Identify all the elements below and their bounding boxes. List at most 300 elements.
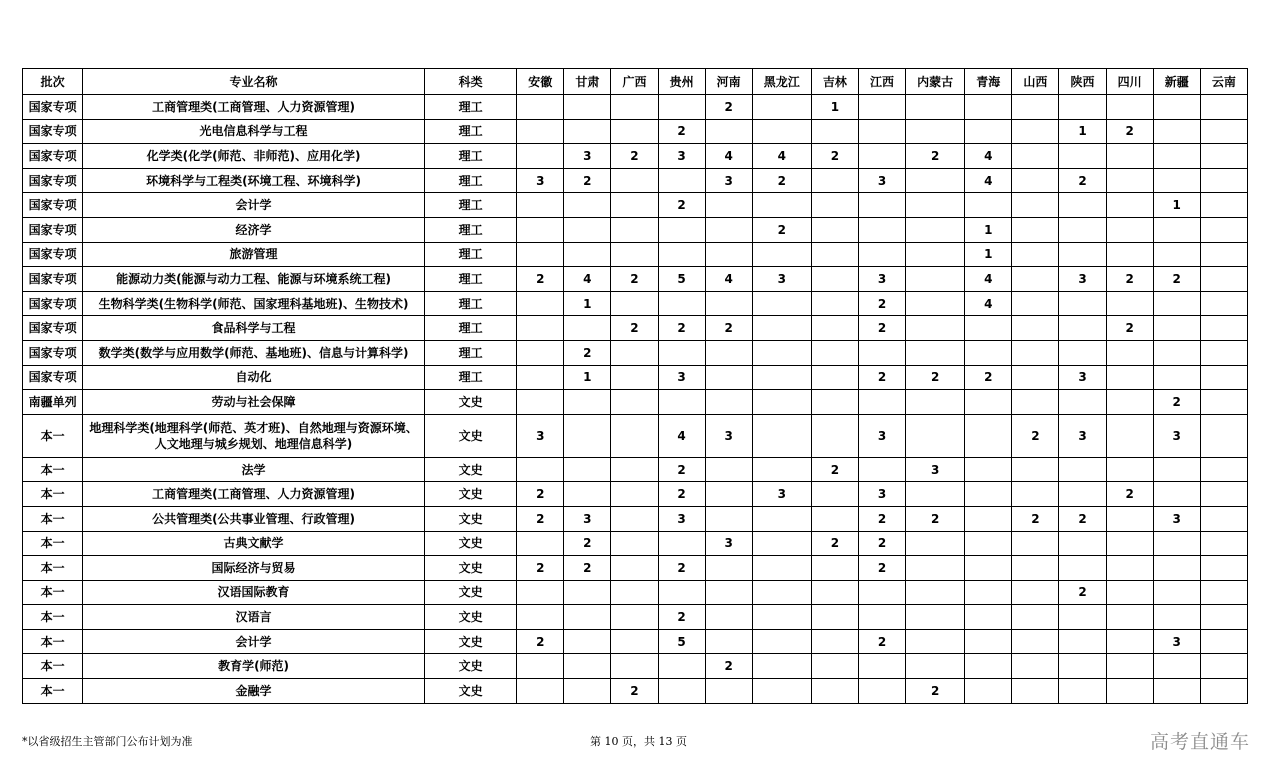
quota-cell <box>965 457 1012 482</box>
quota-cell <box>1153 316 1200 341</box>
column-header: 新疆 <box>1153 69 1200 95</box>
quota-cell: 2 <box>658 457 705 482</box>
quota-cell <box>1200 556 1247 581</box>
category-cell: 理工 <box>424 168 516 193</box>
quota-cell <box>611 629 658 654</box>
quota-cell <box>752 242 811 267</box>
quota-cell: 4 <box>564 267 611 292</box>
column-header: 科类 <box>424 69 516 95</box>
quota-cell: 4 <box>752 144 811 169</box>
major-name-cell: 经济学 <box>83 217 425 242</box>
quota-cell <box>906 482 965 507</box>
quota-cell <box>658 95 705 120</box>
quota-cell <box>1153 482 1200 507</box>
quota-cell <box>965 95 1012 120</box>
quota-cell <box>752 605 811 630</box>
quota-cell <box>1012 168 1059 193</box>
quota-cell <box>1106 506 1153 531</box>
quota-cell <box>1059 242 1106 267</box>
quota-cell: 3 <box>858 414 905 457</box>
quota-cell <box>965 482 1012 507</box>
quota-cell <box>858 340 905 365</box>
quota-cell: 2 <box>1059 168 1106 193</box>
quota-cell <box>705 506 752 531</box>
quota-cell <box>658 291 705 316</box>
quota-cell: 2 <box>1012 506 1059 531</box>
quota-cell <box>1012 457 1059 482</box>
quota-cell <box>1106 217 1153 242</box>
quota-cell: 2 <box>1153 267 1200 292</box>
category-cell: 理工 <box>424 291 516 316</box>
quota-cell <box>1153 679 1200 704</box>
quota-cell <box>811 267 858 292</box>
quota-cell <box>1106 580 1153 605</box>
quota-cell <box>705 242 752 267</box>
quota-cell <box>611 414 658 457</box>
quota-cell <box>705 580 752 605</box>
quota-cell <box>811 242 858 267</box>
table-row <box>23 580 1248 605</box>
quota-cell <box>965 679 1012 704</box>
major-name-cell: 工商管理类(工商管理、人力资源管理) <box>83 482 425 507</box>
quota-cell <box>517 654 564 679</box>
quota-cell: 1 <box>965 242 1012 267</box>
quota-cell <box>517 390 564 415</box>
quota-cell: 2 <box>611 267 658 292</box>
quota-cell: 2 <box>1106 267 1153 292</box>
quota-cell: 3 <box>658 365 705 390</box>
quota-cell <box>752 193 811 218</box>
quota-cell: 3 <box>858 482 905 507</box>
table-row <box>23 556 1248 581</box>
column-header: 贵州 <box>658 69 705 95</box>
quota-cell <box>1106 95 1153 120</box>
batch-cell: 国家专项 <box>23 217 83 242</box>
quota-cell <box>1153 340 1200 365</box>
quota-cell <box>1200 95 1247 120</box>
table-row <box>23 531 1248 556</box>
quota-cell: 2 <box>564 340 611 365</box>
quota-cell: 2 <box>517 556 564 581</box>
quota-cell <box>811 340 858 365</box>
quota-cell <box>752 506 811 531</box>
quota-cell <box>1059 629 1106 654</box>
quota-cell: 2 <box>564 556 611 581</box>
quota-cell: 2 <box>517 482 564 507</box>
quota-cell <box>517 193 564 218</box>
quota-cell <box>752 457 811 482</box>
quota-cell <box>1106 654 1153 679</box>
category-cell: 理工 <box>424 144 516 169</box>
quota-cell <box>705 556 752 581</box>
quota-cell: 2 <box>658 556 705 581</box>
quota-cell <box>906 390 965 415</box>
quota-cell <box>564 242 611 267</box>
quota-cell <box>1012 629 1059 654</box>
batch-cell: 国家专项 <box>23 291 83 316</box>
quota-cell <box>1200 580 1247 605</box>
quota-cell <box>1012 605 1059 630</box>
quota-cell <box>1059 340 1106 365</box>
quota-cell <box>1059 390 1106 415</box>
batch-cell: 南疆单列 <box>23 390 83 415</box>
batch-cell: 国家专项 <box>23 168 83 193</box>
quota-cell <box>517 679 564 704</box>
major-name-cell: 光电信息科学与工程 <box>83 119 425 144</box>
quota-cell <box>1012 119 1059 144</box>
quota-cell <box>965 390 1012 415</box>
quota-cell <box>611 605 658 630</box>
quota-cell <box>611 168 658 193</box>
quota-cell <box>705 217 752 242</box>
quota-cell <box>906 168 965 193</box>
major-name-cell: 会计学 <box>83 629 425 654</box>
table-row <box>23 506 1248 531</box>
quota-cell <box>1106 340 1153 365</box>
quota-cell <box>658 242 705 267</box>
quota-cell <box>1012 144 1059 169</box>
category-cell: 理工 <box>424 340 516 365</box>
quota-cell <box>858 217 905 242</box>
batch-cell: 国家专项 <box>23 193 83 218</box>
quota-cell: 3 <box>1153 629 1200 654</box>
quota-cell <box>611 654 658 679</box>
quota-cell: 2 <box>858 316 905 341</box>
quota-cell <box>906 95 965 120</box>
category-cell: 理工 <box>424 316 516 341</box>
quota-cell <box>1153 291 1200 316</box>
quota-cell: 3 <box>906 457 965 482</box>
quota-cell <box>906 556 965 581</box>
table-row <box>23 482 1248 507</box>
quota-cell <box>705 119 752 144</box>
quota-cell <box>705 390 752 415</box>
quota-cell <box>752 95 811 120</box>
quota-cell <box>611 457 658 482</box>
quota-cell <box>517 242 564 267</box>
quota-cell <box>752 654 811 679</box>
quota-cell: 2 <box>1059 580 1106 605</box>
quota-cell <box>1012 679 1059 704</box>
batch-cell: 本一 <box>23 679 83 704</box>
batch-cell: 本一 <box>23 605 83 630</box>
quota-cell <box>705 605 752 630</box>
quota-cell <box>1059 531 1106 556</box>
quota-cell <box>1012 267 1059 292</box>
quota-cell <box>1012 390 1059 415</box>
quota-cell: 2 <box>858 556 905 581</box>
quota-cell <box>965 605 1012 630</box>
quota-cell: 2 <box>1153 390 1200 415</box>
quota-cell <box>811 556 858 581</box>
quota-cell <box>752 316 811 341</box>
quota-cell <box>517 531 564 556</box>
quota-cell <box>1012 340 1059 365</box>
quota-cell: 2 <box>1106 119 1153 144</box>
batch-cell: 国家专项 <box>23 119 83 144</box>
batch-cell: 本一 <box>23 482 83 507</box>
quota-cell: 2 <box>811 531 858 556</box>
quota-cell <box>752 340 811 365</box>
table-row <box>23 95 1248 120</box>
quota-cell: 2 <box>705 95 752 120</box>
major-name-cell: 劳动与社会保障 <box>83 390 425 415</box>
column-header: 陕西 <box>1059 69 1106 95</box>
quota-cell: 2 <box>611 316 658 341</box>
enrollment-plan-table <box>22 68 1248 704</box>
batch-cell: 国家专项 <box>23 365 83 390</box>
quota-cell: 2 <box>858 291 905 316</box>
quota-cell: 2 <box>705 654 752 679</box>
quota-cell <box>1106 531 1153 556</box>
quota-cell <box>906 605 965 630</box>
quota-cell <box>1106 629 1153 654</box>
quota-cell: 2 <box>611 679 658 704</box>
category-cell: 理工 <box>424 365 516 390</box>
quota-cell <box>705 457 752 482</box>
quota-cell <box>811 217 858 242</box>
category-cell: 文史 <box>424 531 516 556</box>
quota-cell <box>1106 556 1153 581</box>
quota-cell: 4 <box>705 267 752 292</box>
quota-cell <box>965 506 1012 531</box>
quota-cell <box>858 605 905 630</box>
quota-cell: 3 <box>858 168 905 193</box>
quota-cell: 2 <box>658 316 705 341</box>
quota-cell <box>811 365 858 390</box>
column-header: 吉林 <box>811 69 858 95</box>
quota-cell: 2 <box>906 365 965 390</box>
quota-cell <box>705 340 752 365</box>
quota-cell <box>1106 365 1153 390</box>
quota-cell <box>658 679 705 704</box>
quota-cell <box>858 580 905 605</box>
quota-cell: 2 <box>906 506 965 531</box>
batch-cell: 国家专项 <box>23 144 83 169</box>
major-name-cell: 会计学 <box>83 193 425 218</box>
batch-cell: 本一 <box>23 414 83 457</box>
quota-cell: 4 <box>658 414 705 457</box>
quota-cell <box>611 193 658 218</box>
quota-cell <box>965 531 1012 556</box>
quota-cell <box>858 193 905 218</box>
quota-cell: 3 <box>1059 365 1106 390</box>
quota-cell <box>1012 193 1059 218</box>
quota-cell <box>658 580 705 605</box>
major-name-cell: 能源动力类(能源与动力工程、能源与环境系统工程) <box>83 267 425 292</box>
batch-cell: 国家专项 <box>23 340 83 365</box>
quota-cell <box>705 365 752 390</box>
quota-cell: 2 <box>858 506 905 531</box>
quota-cell <box>752 679 811 704</box>
quota-cell <box>965 580 1012 605</box>
table-row <box>23 119 1248 144</box>
quota-cell <box>1153 457 1200 482</box>
footer-note: *以省级招生主管部门公布计划为准 <box>22 735 193 748</box>
quota-cell <box>858 654 905 679</box>
quota-cell <box>906 217 965 242</box>
quota-cell: 3 <box>705 168 752 193</box>
quota-cell <box>965 629 1012 654</box>
quota-cell <box>1200 605 1247 630</box>
quota-cell <box>1106 457 1153 482</box>
quota-cell: 1 <box>1153 193 1200 218</box>
quota-cell <box>1059 193 1106 218</box>
quota-cell <box>517 365 564 390</box>
quota-cell <box>1153 580 1200 605</box>
quota-cell <box>705 193 752 218</box>
quota-cell <box>564 119 611 144</box>
quota-cell: 3 <box>1059 414 1106 457</box>
quota-cell <box>858 390 905 415</box>
major-name-cell: 自动化 <box>83 365 425 390</box>
table-row <box>23 193 1248 218</box>
quota-cell <box>1012 654 1059 679</box>
quota-cell <box>658 217 705 242</box>
major-name-cell: 环境科学与工程类(环境工程、环境科学) <box>83 168 425 193</box>
quota-cell <box>1153 119 1200 144</box>
category-cell: 文史 <box>424 482 516 507</box>
table-row <box>23 457 1248 482</box>
quota-cell <box>752 291 811 316</box>
batch-cell: 国家专项 <box>23 242 83 267</box>
quota-cell: 2 <box>564 531 611 556</box>
quota-cell: 2 <box>1012 414 1059 457</box>
quota-cell <box>1012 580 1059 605</box>
quota-cell: 3 <box>705 531 752 556</box>
quota-cell <box>1106 144 1153 169</box>
column-header: 黑龙江 <box>752 69 811 95</box>
table-row <box>23 605 1248 630</box>
quota-cell <box>858 457 905 482</box>
quota-cell <box>1200 414 1247 457</box>
quota-cell <box>611 482 658 507</box>
major-name-cell: 地理科学类(地理科学(师范、英才班)、自然地理与资源环境、人文地理与城乡规划、地理信息科学) <box>83 414 425 457</box>
major-name-cell: 生物科学类(生物科学(师范、国家理科基地班)、生物技术) <box>83 291 425 316</box>
quota-cell <box>1153 168 1200 193</box>
quota-cell <box>1012 95 1059 120</box>
quota-cell <box>1200 242 1247 267</box>
quota-cell: 2 <box>858 365 905 390</box>
quota-cell: 2 <box>705 316 752 341</box>
quota-cell: 4 <box>965 144 1012 169</box>
quota-cell <box>658 390 705 415</box>
column-header: 内蒙古 <box>906 69 965 95</box>
quota-cell <box>906 267 965 292</box>
quota-cell <box>1200 629 1247 654</box>
quota-cell <box>965 193 1012 218</box>
category-cell: 理工 <box>424 95 516 120</box>
table-row <box>23 654 1248 679</box>
quota-cell <box>517 119 564 144</box>
quota-cell: 1 <box>965 217 1012 242</box>
quota-cell: 3 <box>658 144 705 169</box>
major-name-cell: 汉语言 <box>83 605 425 630</box>
batch-cell: 本一 <box>23 531 83 556</box>
quota-cell <box>1200 193 1247 218</box>
quota-cell: 2 <box>611 144 658 169</box>
quota-cell <box>1106 679 1153 704</box>
quota-cell: 3 <box>658 506 705 531</box>
quota-cell <box>752 531 811 556</box>
table-row <box>23 316 1248 341</box>
quota-cell <box>752 556 811 581</box>
quota-cell <box>906 242 965 267</box>
table-row <box>23 217 1248 242</box>
quota-cell <box>906 654 965 679</box>
quota-cell: 2 <box>906 679 965 704</box>
table-row <box>23 267 1248 292</box>
table-row <box>23 340 1248 365</box>
major-name-cell: 数学类(数学与应用数学(师范、基地班)、信息与计算科学) <box>83 340 425 365</box>
quota-cell <box>564 457 611 482</box>
table-row <box>23 414 1248 457</box>
quota-cell <box>564 316 611 341</box>
column-header: 专业名称 <box>83 69 425 95</box>
quota-cell <box>1153 605 1200 630</box>
batch-cell: 国家专项 <box>23 267 83 292</box>
quota-cell <box>1012 217 1059 242</box>
quota-cell: 2 <box>858 531 905 556</box>
quota-cell <box>705 482 752 507</box>
quota-cell <box>1106 168 1153 193</box>
quota-cell <box>1106 414 1153 457</box>
quota-cell: 2 <box>517 506 564 531</box>
quota-cell: 3 <box>858 267 905 292</box>
quota-cell <box>564 390 611 415</box>
table-row <box>23 390 1248 415</box>
quota-cell <box>752 365 811 390</box>
column-header: 云南 <box>1200 69 1247 95</box>
quota-cell <box>1012 531 1059 556</box>
quota-cell <box>906 580 965 605</box>
quota-cell <box>1012 556 1059 581</box>
quota-cell <box>705 629 752 654</box>
quota-cell <box>517 605 564 630</box>
quota-cell <box>1012 291 1059 316</box>
quota-cell: 3 <box>705 414 752 457</box>
quota-cell: 2 <box>658 605 705 630</box>
quota-cell: 2 <box>517 629 564 654</box>
quota-cell <box>858 95 905 120</box>
quota-cell: 2 <box>811 457 858 482</box>
quota-cell: 2 <box>752 168 811 193</box>
quota-cell <box>1200 654 1247 679</box>
quota-cell <box>1059 556 1106 581</box>
quota-cell <box>1200 340 1247 365</box>
quota-cell <box>517 457 564 482</box>
quota-cell <box>611 242 658 267</box>
quota-cell <box>752 119 811 144</box>
quota-cell <box>965 340 1012 365</box>
quota-cell <box>564 414 611 457</box>
quota-cell <box>611 390 658 415</box>
quota-cell <box>811 168 858 193</box>
quota-cell <box>611 556 658 581</box>
quota-cell: 3 <box>517 414 564 457</box>
quota-cell <box>658 531 705 556</box>
quota-cell <box>906 531 965 556</box>
quota-cell <box>906 316 965 341</box>
quota-cell <box>564 605 611 630</box>
quota-cell <box>1059 605 1106 630</box>
quota-cell <box>1106 390 1153 415</box>
quota-cell <box>1200 316 1247 341</box>
quota-cell <box>965 414 1012 457</box>
quota-cell: 2 <box>517 267 564 292</box>
quota-cell: 2 <box>858 629 905 654</box>
quota-cell <box>564 679 611 704</box>
